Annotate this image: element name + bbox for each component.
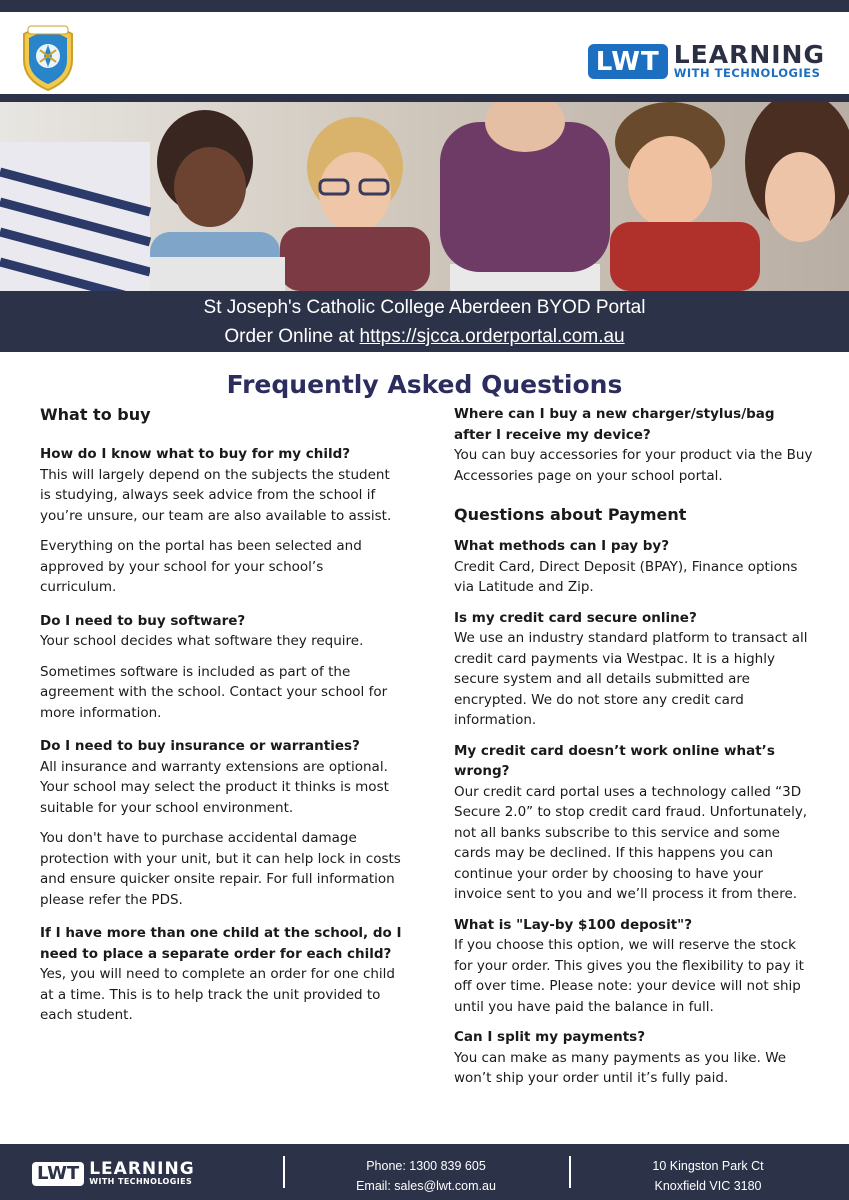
faq-answer: Yes, you will need to complete an order for one child at a time. This is to help track the unit provided to each student. <box>40 966 396 1023</box>
footer-logo-learning: LEARNING <box>89 1159 195 1179</box>
footer-address <box>590 1156 826 1196</box>
banner-order-line <box>0 322 849 351</box>
section-heading-payment: Questions about Payment <box>454 505 687 524</box>
footer-address-line1: 10 Kingston Park Ct <box>652 1159 764 1173</box>
faq-question: Is my credit card secure online? <box>454 609 697 626</box>
faq-answer: You can make as many payments as you like. We won’t ship your order until it’s fully paid. <box>454 1049 787 1086</box>
faq-question: My credit card doesn’t work online what’s wrong? <box>454 742 775 779</box>
faq-answer: All insurance and warranty extensions are optional. Your school may select the product it thinks is most suitable for your school environment. <box>40 758 389 816</box>
footer-logo-box: LWT <box>32 1162 84 1186</box>
faq-answer: Our credit card portal uses a technology called “3D Secure 2.0” to stop credit card fraud. Unfortunately, not all banks subscribe to this service and some cards may be declined. If this happens you can continue your order by choosing to have your invoice sent to you and we’ll process it from there. <box>454 783 808 902</box>
faq-question: What methods can I pay by? <box>454 538 670 554</box>
faq-question: What is "Lay-by $100 deposit"? <box>454 916 693 933</box>
page-title: Frequently Asked Questions <box>226 370 623 399</box>
footer <box>0 1144 849 1200</box>
footer-contact <box>300 1156 552 1196</box>
banner-order-prefix: Order Online at <box>224 326 360 347</box>
divider-bar <box>0 94 849 102</box>
faq-question: Can I split my payments? <box>454 1029 646 1045</box>
footer-phone[interactable]: Phone: 1300 839 605 <box>366 1159 486 1173</box>
lwt-logo-learning: LEARNING <box>673 40 825 69</box>
lwt-logo <box>588 36 825 86</box>
faq-question: If I have more than one child at the school, do I need to place a separate order for each child? <box>40 925 402 962</box>
footer-address-line2: Knoxfield VIC 3180 <box>654 1179 762 1193</box>
footer-logo-tagline: WITH TECHNOLOGIES <box>89 1177 193 1186</box>
faq-question: Do I need to buy insurance or warranties? <box>40 738 360 754</box>
faq-question: How do I know what to buy for my child? <box>40 446 351 462</box>
faq-answer: Your school decides what software they require. <box>40 633 364 649</box>
faq-answer: You can buy accessories for your product via the Buy Accessories page on your school portal. <box>454 447 813 484</box>
lwt-logo-box: LWT <box>588 44 668 79</box>
top-bar <box>0 0 849 12</box>
faq-answer: Sometimes software is included as part of the agreement with the school. Contact your school for more information. <box>40 663 388 721</box>
header <box>0 12 849 94</box>
faq-answer: You don't have to purchase accidental damage protection with your unit, but it can help lock in costs and ensure quicker onsite repair. For full information please refer the PDS. <box>40 830 401 908</box>
footer-divider <box>569 1156 571 1188</box>
section-heading-what-to-buy: What to buy <box>40 405 151 424</box>
faq-answer: This will largely depend on the subjects the student is studying, always seek advice from the school if you’re unsure, our team are also available to assist. <box>40 466 392 524</box>
banner-title: St Joseph's Catholic College Aberdeen BYOD Portal <box>203 297 646 318</box>
faq-answer: Credit Card, Direct Deposit (BPAY), Finance options via Latitude and Zip. <box>454 558 798 595</box>
portal-banner <box>0 291 849 352</box>
hero-photo <box>0 102 849 291</box>
footer-email[interactable]: Email: sales@lwt.com.au <box>356 1179 496 1193</box>
faq-answer: If you choose this option, we will reserve the stock for your order. This gives you the flexibility to pay it off over time. Please note: your device will not ship until you have paid the balance in full. <box>454 937 804 1015</box>
lwt-logo-tagline: WITH TECHNOLOGIES <box>673 66 821 80</box>
footer-divider <box>283 1156 285 1188</box>
students-photo <box>0 102 849 291</box>
faq-answer: Everything on the portal has been selected and approved by your school for your school’s curriculum. <box>40 538 362 595</box>
faq-question: Where can I buy a new charger/stylus/bag after I receive my device? <box>454 406 775 443</box>
faq-question: Do I need to buy software? <box>40 612 246 629</box>
footer-lwt-logo <box>32 1161 195 1186</box>
faq-right-column <box>454 404 814 1089</box>
faq-left-column <box>40 404 402 1026</box>
faq-answer: We use an industry standard platform to transact all credit card payments via Westpac. It is a highly secure system and all details submitted are encrypted. We do not store any credit card information. <box>454 630 808 728</box>
school-crest-icon <box>18 20 78 92</box>
portal-link[interactable]: https://sjcca.orderportal.com.au <box>359 326 625 347</box>
